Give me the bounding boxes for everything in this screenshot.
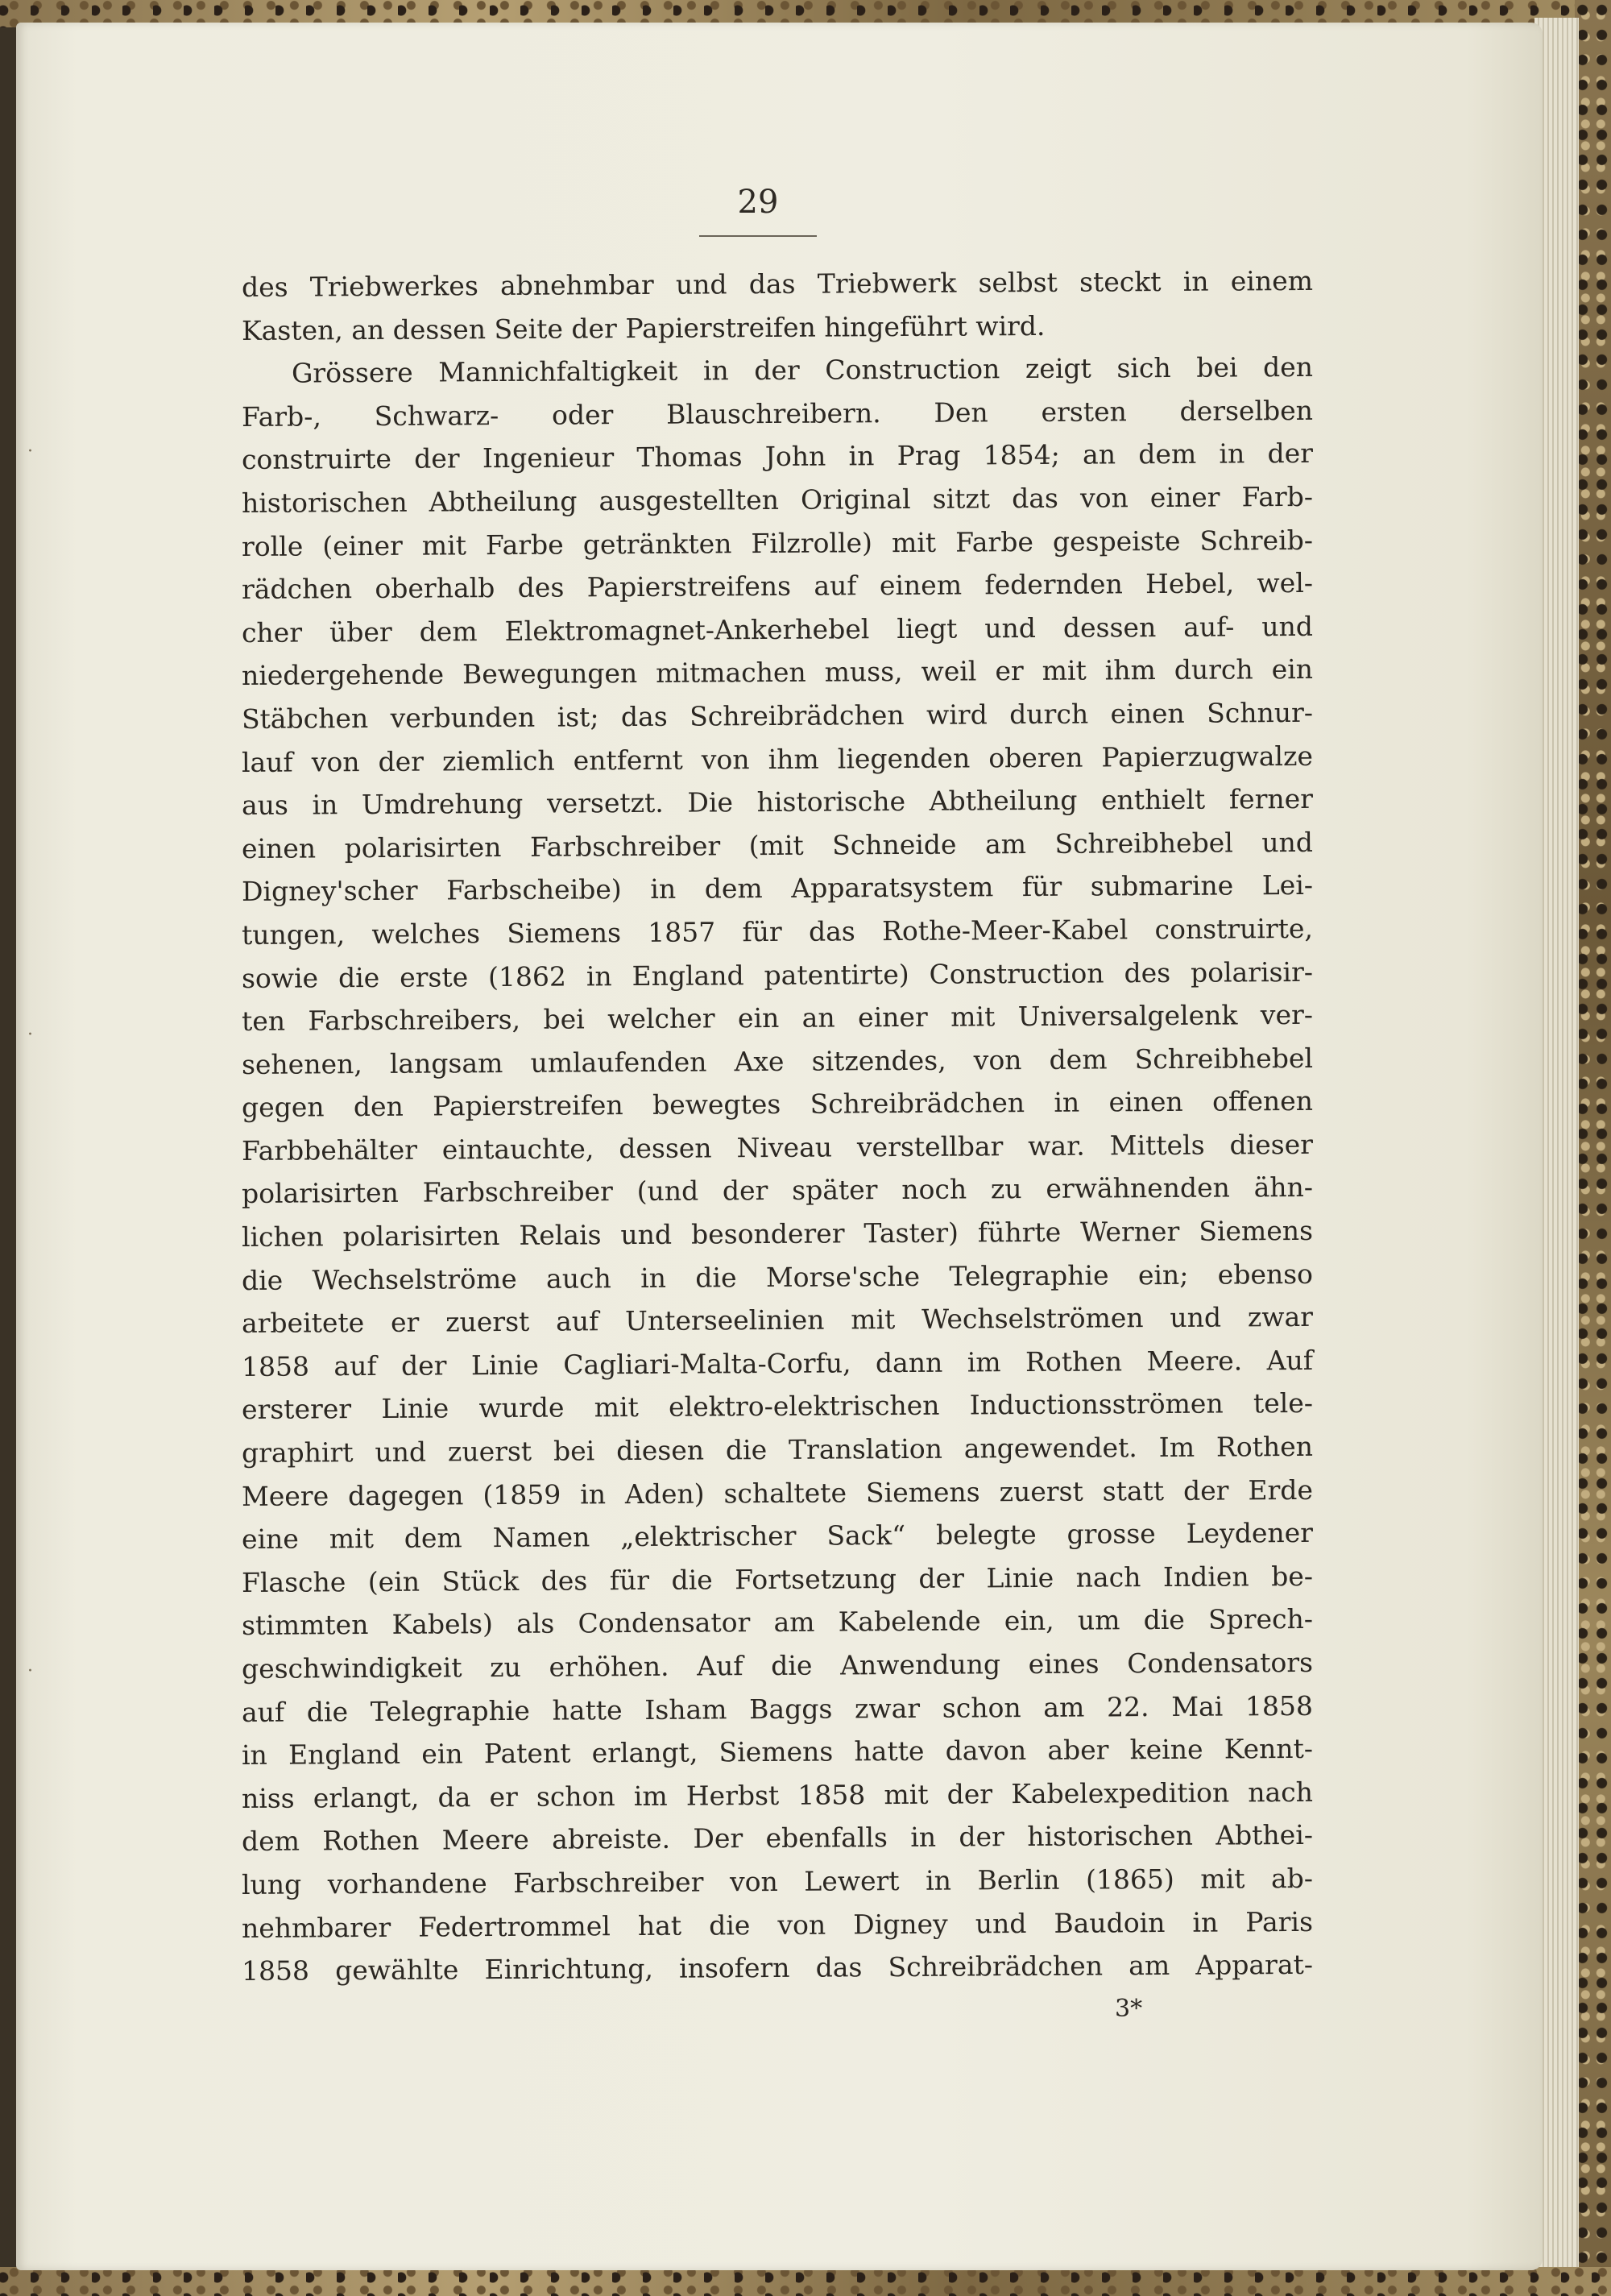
text-line: Flasche (ein Stück des für die Fortsetzung der Linie nach Indien be- [241,1560,1314,1598]
text-line: lauf von der ziemlich entfernt von ihm liegenden oberen Papierzugwalze [241,740,1314,778]
binding-mark: · [27,1661,33,1681]
book-cover-right [1575,0,1611,2296]
text-line: sowie die erste (1862 in England patentirte) Construction des polarisir- [241,955,1314,994]
book-cover-bottom [0,2267,1611,2296]
binding-mark: · [27,441,33,462]
text-line: dem Rothen Meere abreiste. Der ebenfalls in der historischen Abthei- [241,1819,1314,1858]
text-line: geschwindigkeit zu erhöhen. Auf die Anwendung eines Condensators [241,1646,1314,1685]
text-line: tungen, welches Siemens 1857 für das Rothe-Meer-Kabel construirte, [241,912,1314,951]
text-line: cher über dem Elektromagnet-Ankerhebel liegt und dessen auf- und [241,610,1314,649]
text-line: nehmbarer Federtrommel hat die von Digney und Baudoin in Paris [241,1905,1314,1944]
text-line: in England ein Patent erlangt, Siemens hatte davon aber keine Kennt- [241,1733,1314,1772]
text-line: lung vorhandene Farbschreiber von Lewert in Berlin (1865) mit ab- [241,1862,1314,1900]
text-line: stimmten Kabels) als Condensator am Kabelende ein, um die Sprech- [241,1603,1314,1642]
text-line: Stäbchen verbunden ist; das Schreibrädchen wird durch einen Schnur- [241,696,1314,735]
text-line: sehenen, langsam umlaufenden Axe sitzendes, von dem Schreibhebel [241,1042,1314,1080]
text-line: des Triebwerkes abnehmbar und das Triebwerk selbst steckt in einem [241,264,1314,303]
text-line: gegen den Papierstreifen bewegtes Schreibrädchen in einen offenen [241,1085,1314,1124]
text-line: Meere dagegen (1859 in Aden) schaltete Siemens zuerst statt der Erde [241,1473,1314,1512]
text-line: arbeitete er zuerst auf Unterseelinien mit Wechselströmen und zwar [241,1301,1314,1340]
text-line: rolle (einer mit Farbe getränkten Filzrolle) mit Farbe gespeiste Schreib- [241,524,1314,562]
text-line: ten Farbschreibers, bei welcher ein an einer mit Universalgelenk ver- [241,998,1314,1038]
signature-mark: 3* [1115,1995,1143,2023]
text-line: polarisirten Farbschreiber (und der später noch zu erwähnenden ähn- [241,1171,1314,1210]
text-line: auf die Telegraphie hatte Isham Baggs zwar schon am 22. Mai 1858 [241,1689,1314,1728]
text-line: niss erlangt, da er schon im Herbst 1858 mit der Kabelexpedition nach [241,1776,1314,1814]
text-line: rädchen oberhalb des Papierstreifens auf einem federnden Hebel, wel- [241,567,1314,606]
text-line: 1858 gewählte Einrichtung, insofern das Schreibrädchen am Apparat- [241,1949,1314,1987]
text-line: einen polarisirten Farbschreiber (mit Schneide am Schreibhebel und [241,826,1314,864]
text-line: construirte der Ingenieur Thomas John in Prag 1854; an dem in der [241,437,1314,476]
text-line: aus in Umdrehung versetzt. Die historische Abtheilung enthielt ferner [241,783,1314,822]
text-line: ersterer Linie wurde mit elektro-elektrischen Inductionsströmen tele- [241,1387,1314,1426]
text-line: historischen Abtheilung ausgestellten Original sitzt das von einer Farb- [241,480,1314,519]
text-line: die Wechselströme auch in die Morse'sche Telegraphie ein; ebenso [241,1258,1314,1296]
text-line: graphirt und zuerst bei diesen die Translation angewendet. Im Rothen [241,1430,1314,1469]
text-line: Farb-, Schwarz- oder Blauschreibern. Den ersten derselben [241,394,1314,433]
body-text [242,266,1313,1993]
text-line: eine mit dem Namen „elektrischer Sack“ belegte grosse Leydener [241,1517,1314,1556]
text-line: Grössere Mannichfaltigkeit in der Construction zeigt sich bei den [291,351,1314,389]
binding-mark: · [27,1025,33,1045]
text-line: Digney'scher Farbscheibe) in dem Apparatsystem für submarine Lei- [241,869,1314,908]
text-line: Farbbehälter eintauchte, dessen Niveau verstellbar war. Mittels dieser [241,1128,1314,1167]
page-number: 29 [699,184,817,237]
text-line: Kasten, an dessen Seite der Papierstreifen hingeführt wird. [241,309,1046,346]
text-line: niedergehende Bewegungen mitmachen muss, weil er mit ihm durch ein [241,653,1314,692]
text-line: lichen polarisirten Relais und besonderer Taster) führte Werner Siemens [241,1214,1314,1254]
text-line: 1858 auf der Linie Cagliari-Malta-Corfu, dann im Rothen Meere. Auf [241,1344,1314,1382]
